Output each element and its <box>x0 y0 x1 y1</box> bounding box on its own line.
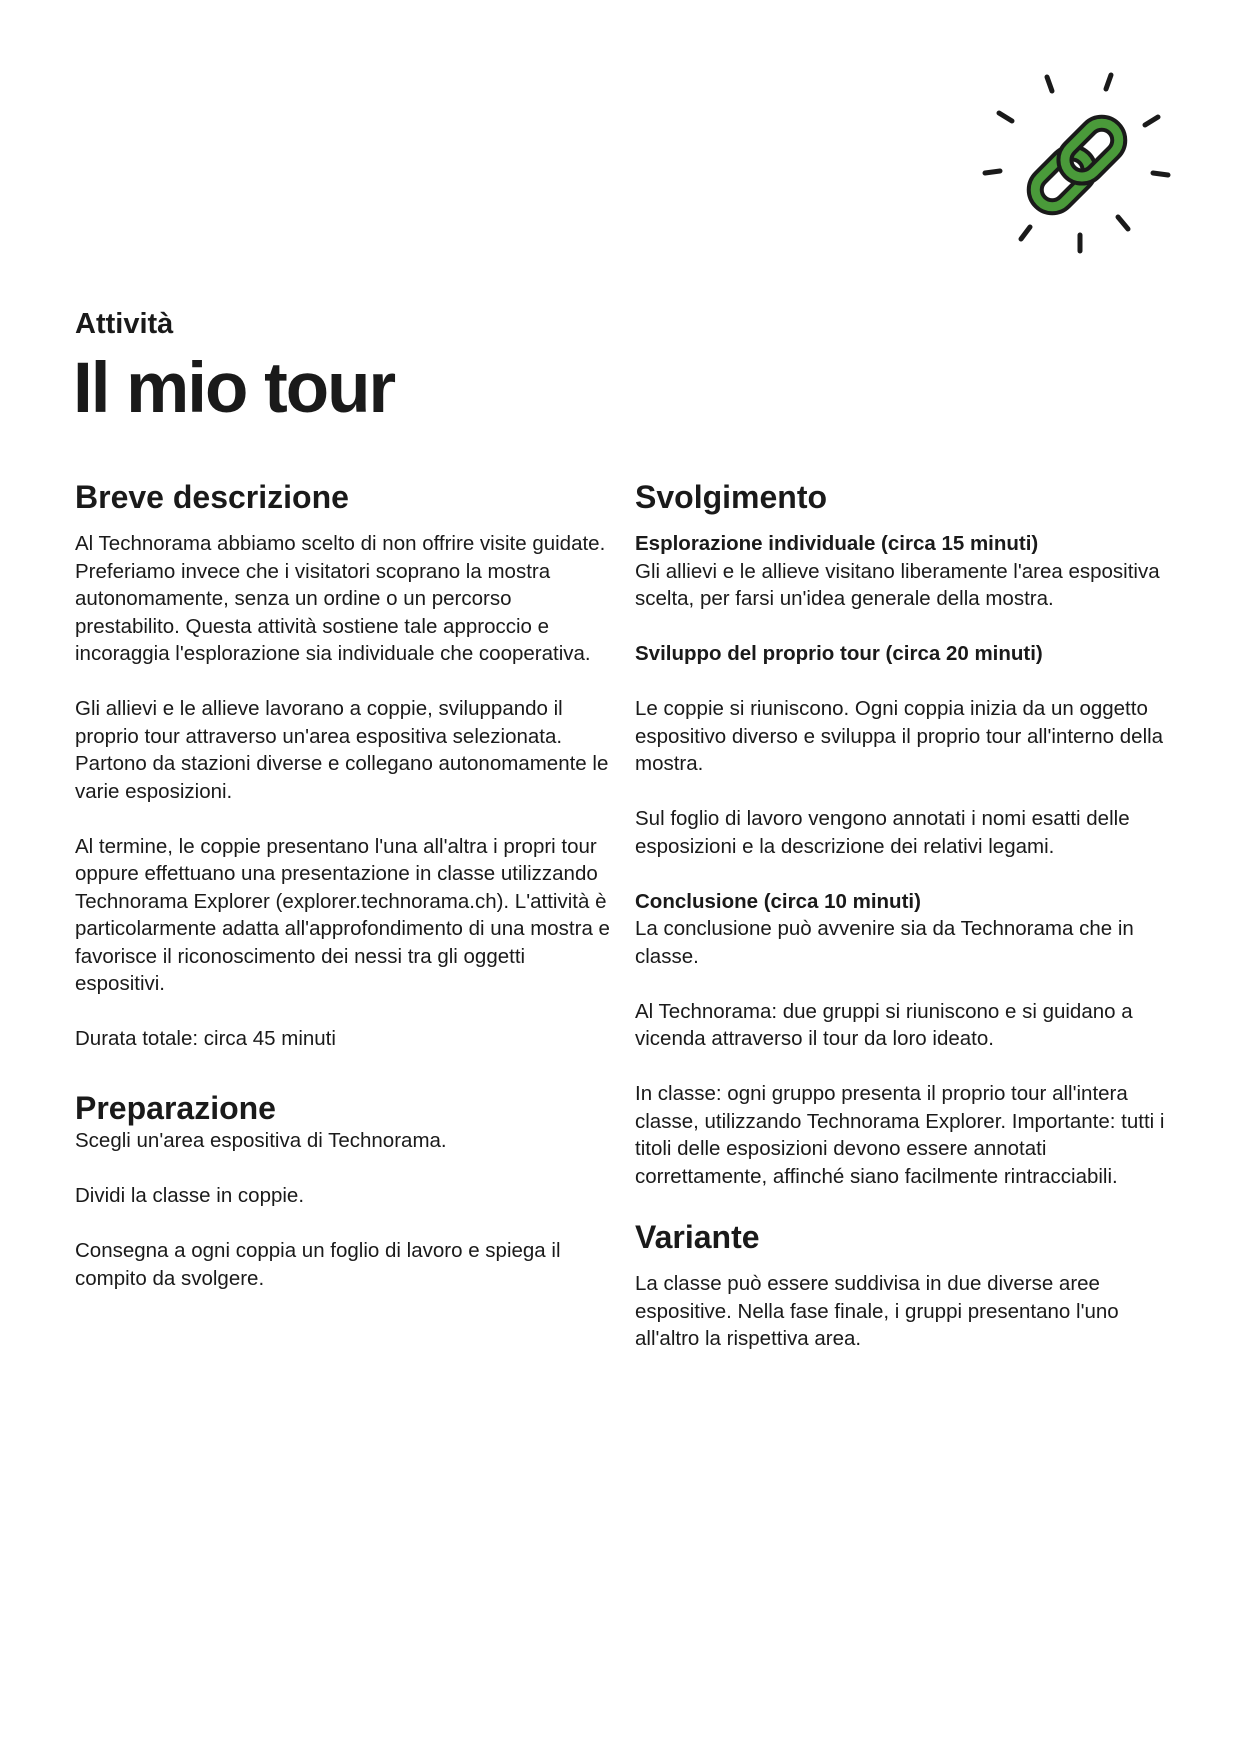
paragraph: Le coppie si riuniscono. Ogni coppia inizia da un oggetto espositivo diverso e sviluppa il proprio tour all'interno della mostra. <box>635 697 1164 776</box>
duration-text: Durata totale: circa 45 minuti <box>75 1027 336 1051</box>
right-column <box>635 478 1180 1380</box>
paragraph: Al Technorama abbiamo scelto di non offrire visite guidate. Preferiamo invece che i visitatori scoprano la mostra autonomamente, senza un ordine o un percorso prestabilito. Questa attività sostiene tale approccio e incoraggia l'esplorazione sia individuale che cooperativa. <box>75 532 606 666</box>
paragraph: In classe: ogni gruppo presenta il proprio tour all'intera classe, utilizzando Technorama Explorer. Importante: tutti i titoli delle esposizioni devono essere annotati correttamente, affinché siano facilmente rintracciabili. <box>635 1082 1165 1188</box>
section-heading: Svolgimento <box>635 479 828 515</box>
paragraph-text: Gli allievi e le allieve visitano liberamente l'area espositiva scelta, per farsi un'idea generale della mostra. <box>635 559 1160 611</box>
paragraph: Gli allievi e le allieve lavorano a coppie, sviluppando il proprio tour attraverso un'area espositiva selezionata. Partono da stazioni diverse e collegano autonomamente le varie esposizioni. <box>75 697 609 803</box>
paragraph: Consegna a ogni coppia un foglio di lavoro e spiega il compito da svolgere. <box>75 1239 561 1290</box>
left-column <box>75 478 615 1320</box>
activity-label: Attività <box>75 308 174 340</box>
section-svolgimento <box>635 478 1180 1190</box>
paragraph: Scegli un'area espositiva di Technorama. <box>75 1129 447 1153</box>
paragraph: Al termine, le coppie presentano l'una all'altra i propri tour oppure effettuano una presentazione in classe utilizzando Technorama Explorer (explorer.technorama.ch). L'attività è particolarmente adatta all'approfondimento di una mostra e favorisce il riconoscimento dei nessi tra gli oggetti espositivi. <box>75 834 610 996</box>
subheading: Conclusione (circa 10 minuti) <box>635 889 921 913</box>
section-preparazione <box>75 1089 615 1292</box>
section-breve-descrizione <box>75 478 615 1053</box>
paragraph-block <box>635 530 1180 613</box>
subheading: Sviluppo del proprio tour (circa 20 minuti) <box>635 642 1043 666</box>
section-heading: Preparazione <box>75 1089 276 1126</box>
paragraph-text: La conclusione può avvenire sia da Technorama che in classe. <box>635 917 1134 968</box>
paragraph-block <box>635 888 1180 971</box>
subheading: Esplorazione individuale (circa 15 minuti) <box>635 532 1039 556</box>
paragraph: La classe può essere suddivisa in due diverse aree espositive. Nella fase finale, i gruppi presentano l'uno all'altro la rispettiva area. <box>635 1272 1119 1351</box>
paragraph: Al Technorama: due gruppi si riuniscono e si guidano a vicenda attraverso il tour da loro ideato. <box>635 999 1133 1051</box>
paragraph: Dividi la classe in coppie. <box>75 1184 305 1208</box>
chain-link-icon <box>975 65 1180 265</box>
section-heading: Breve descrizione <box>75 479 349 515</box>
page-title: Il mio tour <box>73 349 395 428</box>
section-variante <box>635 1218 1180 1353</box>
section-heading: Variante <box>635 1218 760 1255</box>
paragraph: Sul foglio di lavoro vengono annotati i nomi esatti delle esposizioni e la descrizione dei relativi legami. <box>635 807 1130 858</box>
